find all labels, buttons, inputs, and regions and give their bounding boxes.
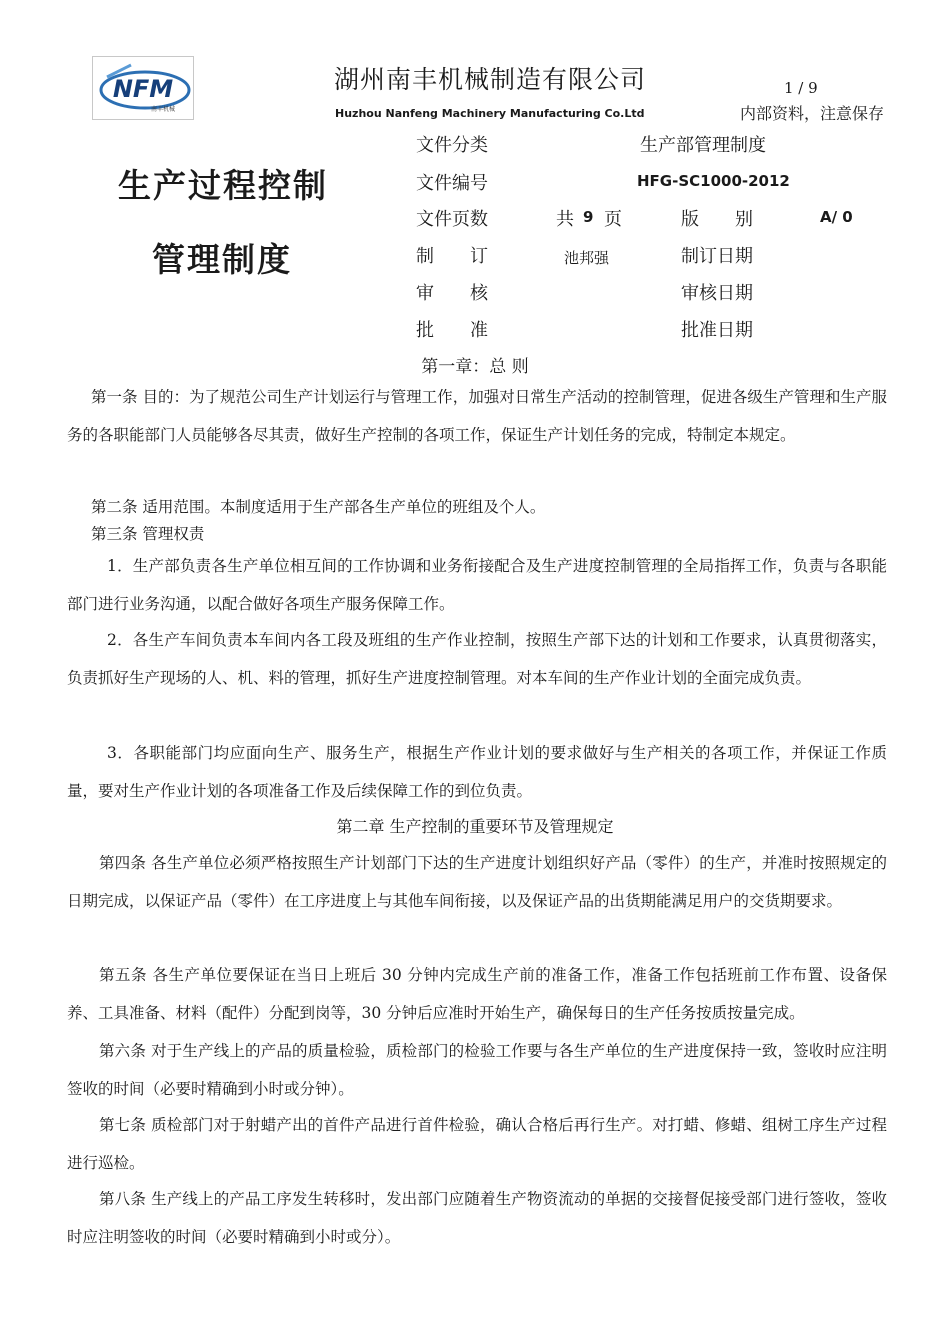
article-3-item-1: 1．生产部负责各生产单位相互间的工作协调和业务衔接配合及生产进度控制管理的全局指挥工作，负责与各职能部门进行业务沟通，以配合做好各项生产服务保障工作。 [67,557,887,613]
logo-text: NFM [112,75,174,103]
article-3-item-2: 2．各生产车间负责本车间内各工段及班组的生产作业控制，按照生产部下达的计划和工作要求，认真贯彻落实，负责抓好生产现场的人、机、料的管理，抓好生产进度控制管理。对本车间的生产作业计划的全面完成负责。 [67,631,887,687]
page-number: 1 / 9 [784,79,818,97]
number-value: HFG-SC1000-2012 [637,172,790,190]
chapter-2-heading: 第二章 生产控制的重要环节及管理规定 [336,817,614,836]
reviewer-label: 审 核 [416,283,488,304]
company-name-cn: 湖州南丰机械制造有限公司 [333,65,646,94]
article-7: 第七条 质检部门对于射蜡产出的首件产品进行首件检验，确认合格后再行生产。对打蜡、修蜡、组树工序生产过程进行巡检。 [67,1116,887,1172]
approver-label: 批 准 [416,320,488,341]
article-5: 第五条 各生产单位要保证在当日上班后 30 分钟内完成生产前的准备工作，准备工作包括班前工作布置、设备保养、工具准备、材料（配件）分配到岗等，30 分钟后应准时开始生产，确保每日的生产任务按质按量完成。 [67,966,887,1022]
article-1: 第一条 目的：为了规范公司生产计划运行与管理工作，加强对日常生产活动的控制管理，促进各级生产管理和生产服务的各职能部门人员能够各尽其责，做好生产控制的各项工作，保证生产计划任务的完成，特制定本规定。 [67,388,887,444]
pages-prefix: 共 [556,209,574,230]
approve-date-label: 批准日期 [681,320,753,341]
nfm-logo-icon [93,57,193,119]
company-logo [92,56,194,120]
number-label: 文件编号 [416,173,488,194]
version-label: 版 别 [681,209,753,230]
review-date-label: 审核日期 [681,283,753,304]
category-value: 生产部管理制度 [640,135,766,156]
logo-subtext: 南丰机械 [150,106,176,113]
article-3-item-3: 3．各职能部门均应面向生产、服务生产，根据生产作业计划的要求做好与生产相关的各项工作，并保证工作质量，要对生产作业计划的各项准备工作及后续保障工作的到位负责。 [67,744,887,800]
drafter-label: 制 订 [416,246,488,267]
article-6: 第六条 对于生产线上的产品的质量检验，质检部门的检验工作要与各生产单位的生产进度保持一致，签收时应注明签收的时间（必要时精确到小时或分钟）。 [67,1042,887,1098]
version-value: A/ 0 [820,208,853,226]
category-label: 文件分类 [416,135,488,156]
article-4: 第四条 各生产单位必须严格按照生产计划部门下达的生产进度计划组织好产品（零件）的生产，并准时按照规定的日期完成，以保证产品（零件）在工序进度上与其他车间衔接，以及保证产品的出货期能满足用户的交货期要求。 [67,854,887,910]
article-8: 第八条 生产线上的产品工序发生转移时，发出部门应随着生产物资流动的单据的交接督促接受部门进行签收，签收时应注明签收的时间（必要时精确到小时或分）。 [67,1190,887,1246]
pages-suffix: 页 [604,209,622,230]
doc-title-line1: 生产过程控制 [118,166,328,205]
article-3: 第三条 管理权责 [91,525,205,543]
company-name-en: Huzhou Nanfeng Machinery Manufacturing Co.Ltd [335,107,645,120]
article-2: 第二条 适用范围。本制度适用于生产部各生产单位的班组及个人。 [91,498,546,516]
pages-count: 9 [583,208,594,226]
drafter-value: 池邦强 [564,249,610,267]
pages-label: 文件页数 [416,209,488,230]
confidential-notice: 内部资料，注意保存 [740,104,885,123]
chapter-1-heading: 第一章：总 则 [421,357,529,377]
doc-title-line2: 管理制度 [152,240,292,279]
draft-date-label: 制订日期 [681,246,753,267]
